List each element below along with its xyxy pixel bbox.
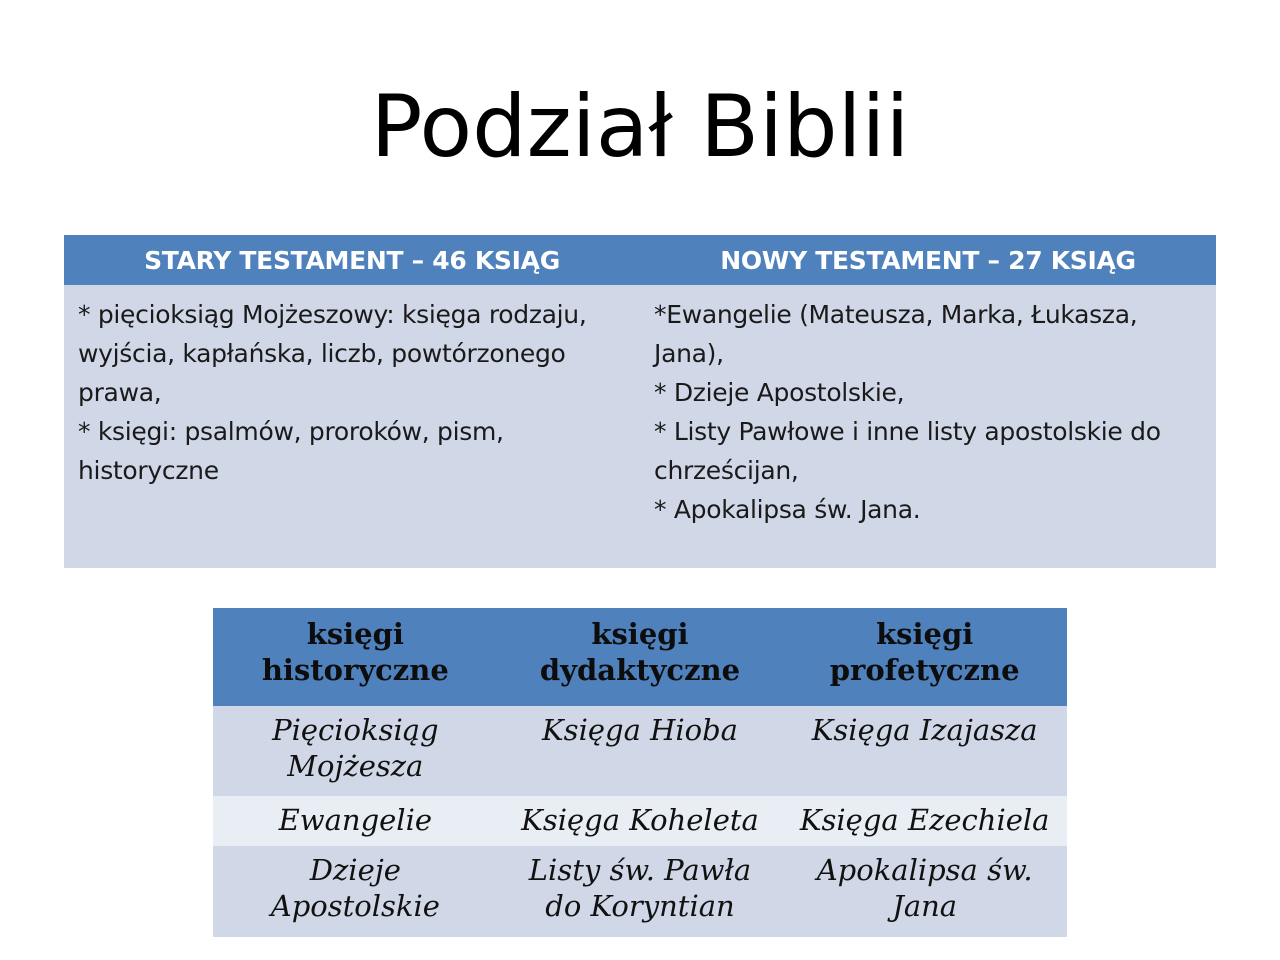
table-cell [213, 796, 498, 846]
table-cell [782, 796, 1067, 846]
cell-line: Apostolskie [270, 889, 440, 923]
old-testament-line: wyjścia, kapłańska, liczb, powtórzonego [78, 339, 566, 368]
new-testament-line: chrześcijan, [654, 456, 799, 485]
old-testament-line: * księgi: psalmów, proroków, pism, [78, 417, 504, 446]
books-header-row [213, 608, 1067, 706]
page-title: Podział Biblii [370, 77, 910, 177]
new-testament-line: * Dzieje Apostolskie, [654, 378, 905, 407]
didactic-books-header [498, 608, 783, 706]
old-testament-line: * pięcioksiąg Mojżeszowy: księga rodzaju, [78, 300, 587, 329]
cell-line: Księga Hioba [542, 713, 738, 747]
cell-line: do Koryntian [545, 889, 735, 923]
new-testament-line: * Listy Pawłowe i inne listy apostolskie do [654, 417, 1161, 446]
table-cell [782, 706, 1067, 796]
table-row [213, 796, 1067, 846]
header-line: historyczne [261, 653, 449, 687]
table-cell [498, 706, 783, 796]
books-table [213, 608, 1067, 937]
table-row [213, 846, 1067, 937]
testaments-content-row [64, 285, 1216, 568]
cell-line: Apokalipsa św. [816, 853, 1033, 887]
new-testament-line: * Apokalipsa św. Jana. [654, 495, 921, 524]
header-line: dydaktyczne [539, 653, 741, 687]
prophetic-books-header [782, 608, 1067, 706]
header-line: księgi [306, 617, 404, 651]
cell-line: Listy św. Pawła [528, 853, 752, 887]
old-testament-line: prawa, [78, 378, 162, 407]
old-testament-header: STARY TESTAMENT – 46 KSIĄG [64, 235, 640, 285]
header-line: profetyczne [829, 653, 1020, 687]
cell-line: Ewangelie [278, 803, 433, 837]
header-line: księgi [591, 617, 689, 651]
testaments-header-row [64, 235, 1216, 285]
new-testament-line: *Ewangelie (Mateusza, Marka, Łukasza, [654, 300, 1138, 329]
new-testament-content [640, 285, 1216, 568]
cell-line: Mojżesza [287, 749, 424, 783]
old-testament-content [64, 285, 640, 568]
table-cell [498, 846, 783, 937]
table-cell [498, 796, 783, 846]
cell-line: Jana [892, 889, 958, 923]
old-testament-line: historyczne [78, 456, 219, 485]
historical-books-header [213, 608, 498, 706]
table-row [213, 706, 1067, 796]
header-line: księgi [876, 617, 974, 651]
cell-line: Dzieje [309, 853, 401, 887]
cell-line: Księga Izajasza [811, 713, 1038, 747]
table-cell [782, 846, 1067, 937]
testaments-table [64, 235, 1216, 568]
cell-line: Pięcioksiąg [272, 713, 439, 747]
new-testament-header: NOWY TESTAMENT – 27 KSIĄG [640, 235, 1216, 285]
table-cell [213, 846, 498, 937]
new-testament-line: Jana), [654, 339, 724, 368]
cell-line: Księga Koheleta [521, 803, 759, 837]
cell-line: Księga Ezechiela [799, 803, 1050, 837]
table-cell [213, 706, 498, 796]
